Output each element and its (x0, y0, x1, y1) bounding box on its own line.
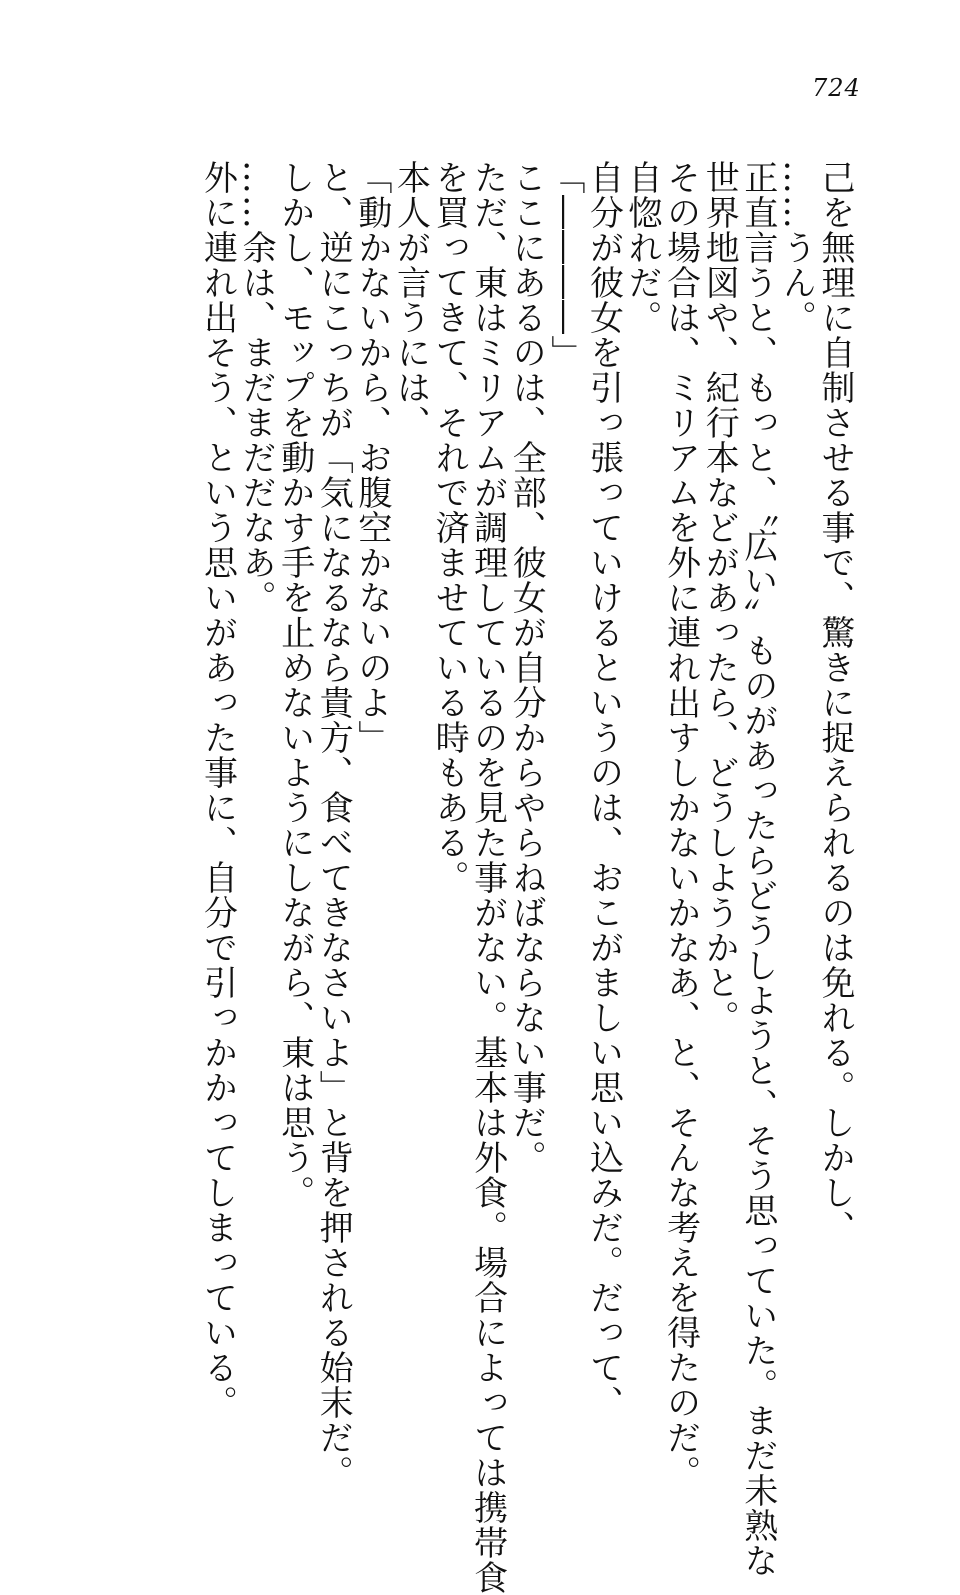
text-line: 自分が彼女を引っ張っていけるというのは、おこがましい思い込みだ。だって、 (583, 160, 624, 1420)
text-line: ……余は、まだまだだなあ。 (236, 160, 277, 615)
text-line: 「――――」 (544, 160, 585, 370)
text-line: 外に連れ出そう、という思いがあった事に、自分で引っかかってしまっている。 (197, 160, 238, 1420)
text-line: と、逆にこっちが「気になるなら貴方、食べてきなさいよ」と背を押される始末だ。 (313, 160, 354, 1490)
text-line: ……うん。 (776, 160, 817, 335)
page-number: 724 (812, 74, 861, 102)
text-line: ここにあるのは、全部、彼女が自分からやらねばならない事だ。 (506, 160, 547, 1175)
body-text (197, 160, 855, 1595)
text-line: 本人が言うには、 (390, 160, 431, 440)
text-line: 正直言うと、もっと、〝広い〟ものがあったらどうしようと、そう思っていた。まだ未熟な (737, 160, 778, 1578)
text-line: 自惚れだ。 (622, 160, 663, 335)
text-line: しかし、モップを動かす手を止めないようにしながら、東は思う。 (274, 160, 315, 1210)
text-line: その場合は、ミリアムを外に連れ出すしかないかなあ、と、そんな考えを得たのだ。 (660, 160, 701, 1490)
text-line: を買ってきて、それで済ませている時もある。 (429, 160, 470, 895)
text-line: ただ、東はミリアムが調理しているのを見た事がない。基本は外食。場合によっては携帯食 (467, 160, 508, 1595)
text-line: 世界地図や、紀行本などがあったら、どうしようかと。 (699, 160, 740, 1035)
text-line: 「動かないから、お腹空かないのよ」 (351, 160, 392, 755)
text-line: 己を無理に自制させる事で、驚きに捉えられるのは免れる。しかし、 (815, 160, 855, 1245)
